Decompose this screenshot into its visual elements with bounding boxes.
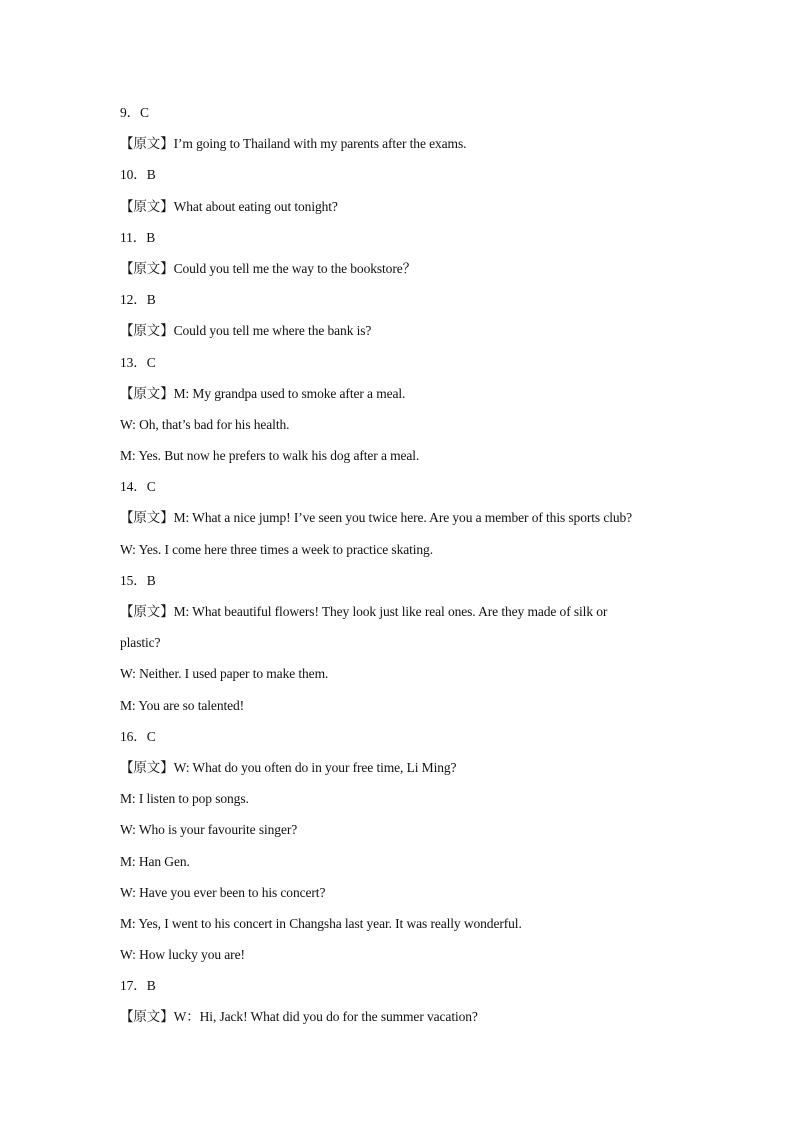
answer-10: 10．B xyxy=(120,167,156,183)
transcript-11: 【原文】Could you tell me the way to the bookstore？ xyxy=(120,260,417,276)
transcript-13-line-3: M: Yes. But now he prefers to walk his dog after a meal. xyxy=(120,448,420,464)
transcript-16-line-5: W: Have you ever been to his concert? xyxy=(120,884,326,900)
transcript-10: 【原文】What about eating out tonight? xyxy=(120,198,338,214)
transcript-15-line-3: W: Neither. I used paper to make them. xyxy=(120,666,329,682)
answer-14: 14．C xyxy=(120,479,156,495)
transcript-13-line-2: W: Oh, that’s bad for his health. xyxy=(120,416,290,432)
transcript-16-line-1: 【原文】W: What do you often do in your free time, Li Ming? xyxy=(120,759,457,775)
transcript-14-line-1: 【原文】M: What a nice jump! I’ve seen you twice here. Are you a member of this sports club? xyxy=(120,510,633,526)
transcript-16-line-7: W: How lucky you are! xyxy=(120,947,245,963)
answer-9: 9．C xyxy=(120,105,149,120)
answer-11: 11．B xyxy=(120,229,156,245)
transcript-17-line-1: 【原文】W：Hi, Jack! What did you do for the summer vacation? xyxy=(120,1009,478,1025)
transcript-16-line-3: W: Who is your favourite singer? xyxy=(120,822,298,838)
transcript-16-line-6: M: Yes, I went to his concert in Changsha last year. It was really wonderful. xyxy=(120,915,522,931)
transcript-16-line-2: M: I listen to pop songs. xyxy=(120,791,249,807)
transcript-12: 【原文】Could you tell me where the bank is? xyxy=(120,323,372,339)
transcript-16-line-4: M: Han Gen. xyxy=(120,853,190,869)
answer-16: 16．C xyxy=(120,728,156,744)
answer-15: 15．B xyxy=(120,572,156,588)
transcript-body xyxy=(120,101,680,1037)
transcript-13-line-1: 【原文】M: My grandpa used to smoke after a meal. xyxy=(120,385,406,401)
transcript-15-line-2: plastic? xyxy=(120,635,161,651)
transcript-15-line-1: 【原文】M: What beautiful flowers! They look just like real ones. Are they made of silk or xyxy=(120,604,608,619)
answer-13: 13．C xyxy=(120,354,156,370)
answer-17: 17．B xyxy=(120,978,156,994)
answer-12: 12．B xyxy=(120,292,156,308)
transcript-15-line-4: M: You are so talented! xyxy=(120,697,245,713)
transcript-14-line-2: W: Yes. I come here three times a week to practice skating. xyxy=(120,541,433,557)
transcript-9: 【原文】I’m going to Thailand with my parents after the exams. xyxy=(120,136,467,152)
